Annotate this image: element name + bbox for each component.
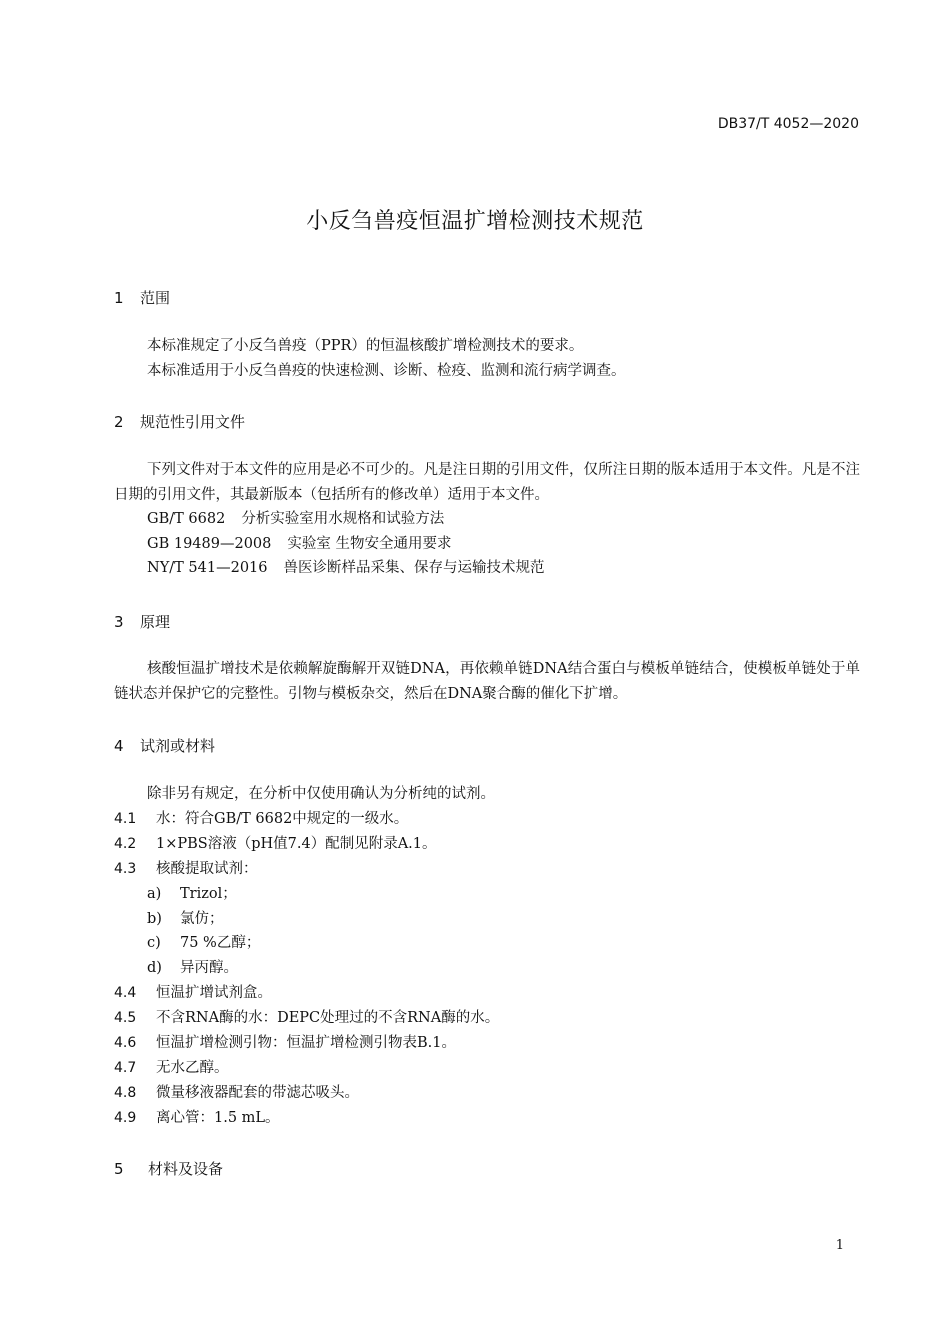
list-item (114, 1056, 860, 1081)
reference-item (114, 507, 860, 532)
list-item (114, 1006, 860, 1031)
reference-code: GB/T 6682 (147, 511, 226, 527)
sub-item (114, 882, 860, 907)
item-number: 4.6 (114, 1035, 137, 1052)
list-item (114, 857, 860, 882)
section-5-heading (114, 1158, 223, 1179)
list-item (114, 981, 860, 1006)
section-number: 3 (114, 613, 124, 631)
item-number: 4.1 (114, 810, 137, 827)
reference-name: 兽医诊断样品采集、保存与运输技术规范 (283, 560, 545, 576)
item-number: 4.7 (114, 1059, 137, 1076)
section-title: 规范性引用文件 (140, 413, 246, 431)
item-text: 恒温扩增检测引物：恒温扩增检测引物表B.1。 (156, 1035, 456, 1052)
item-text: 微量移液器配套的带滤芯吸头。 (156, 1084, 359, 1101)
section-4-body (114, 782, 860, 1131)
paragraph: 本标准适用于小反刍兽疫的快速检测、诊断、检疫、监测和流行病学调查。 (147, 362, 626, 379)
section-1-heading (114, 287, 170, 308)
list-item (114, 1031, 860, 1056)
list-item (114, 1106, 860, 1131)
reference-name: 实验室 生物安全通用要求 (287, 535, 452, 552)
sub-item-label: c) (147, 935, 161, 952)
reference-code: NY/T 541—2016 (147, 560, 268, 576)
sub-item (114, 956, 860, 981)
section-3-heading (114, 611, 170, 632)
item-number: 4.3 (114, 860, 137, 877)
section-2-heading (114, 411, 245, 432)
section-3-body (114, 657, 860, 706)
list-item (114, 807, 860, 832)
list-item (114, 832, 860, 857)
section-2-body (114, 458, 860, 581)
section-number: 5 (114, 1160, 124, 1178)
reference-item (114, 532, 860, 557)
item-number: 4.9 (114, 1109, 137, 1126)
item-text: 水：符合GB/T 6682中规定的一级水。 (156, 810, 409, 827)
item-number: 4.5 (114, 1010, 137, 1027)
section-number: 1 (114, 289, 124, 307)
sub-item-text: 75 %乙醇； (180, 935, 261, 952)
sub-item-label: a) (147, 885, 162, 902)
section-title: 范围 (140, 289, 171, 307)
item-text: 不含RNA酶的水：DEPC处理过的不含RNA酶的水。 (156, 1010, 500, 1027)
sub-item (114, 931, 860, 956)
list-item (114, 1081, 860, 1106)
sub-item (114, 907, 860, 932)
sub-item-text: 异丙醇。 (180, 960, 238, 977)
document-title: 小反刍兽疫恒温扩增检测技术规范 (306, 209, 644, 234)
reference-item (114, 556, 860, 581)
section-number: 4 (114, 737, 124, 755)
reference-name: 分析实验室用水规格和试验方法 (241, 511, 445, 527)
section-title: 材料及设备 (148, 1160, 224, 1178)
section-title: 试剂或材料 (140, 737, 216, 755)
item-number: 4.2 (114, 835, 137, 852)
section-title: 原理 (140, 613, 171, 631)
sub-item-text: 氯仿； (180, 910, 224, 927)
section-1-body (114, 334, 860, 383)
section-number: 2 (114, 413, 124, 431)
paragraph: 除非另有规定，在分析中仅使用确认为分析纯的试剂。 (147, 786, 495, 802)
item-number: 4.8 (114, 1084, 137, 1101)
reference-code: GB 19489—2008 (147, 535, 272, 552)
document-code: DB37/T 4052—2020 (717, 116, 859, 132)
item-text: 离心管：1.5 mL。 (156, 1109, 280, 1126)
item-text: 无水乙醇。 (156, 1059, 229, 1076)
sub-item-label: d) (147, 960, 162, 977)
paragraph: 核酸恒温扩增技术是依赖解旋酶解开双链DNA，再依赖单链DNA结合蛋白与模板单链结合，使模板单链处于单链状态并保护它的完整性。引物与模板杂交，然后在DNA聚合酶的催化下扩增。 (114, 661, 860, 702)
item-text: 恒温扩增试剂盒。 (156, 985, 272, 1002)
section-4-heading (114, 735, 215, 756)
item-text: 1×PBS溶液（pH值7.4）配制见附录A.1。 (156, 835, 437, 852)
item-text: 核酸提取试剂： (156, 860, 258, 877)
page-number: 1 (835, 1238, 844, 1253)
sub-item-label: b) (147, 910, 162, 927)
paragraph: 下列文件对于本文件的应用是必不可少的。凡是注日期的引用文件，仅所注日期的版本适用于本文件。凡是不注日期的引用文件，其最新版本（包括所有的修改单）适用于本文件。 (114, 462, 860, 503)
sub-item-text: Trizol； (180, 885, 237, 902)
item-number: 4.4 (114, 985, 137, 1002)
paragraph: 本标准规定了小反刍兽疫（PPR）的恒温核酸扩增检测技术的要求。 (147, 338, 584, 354)
